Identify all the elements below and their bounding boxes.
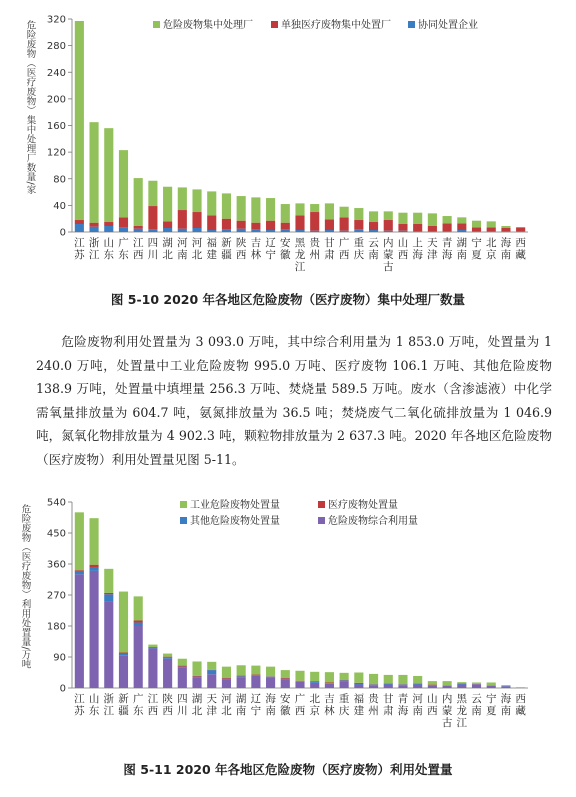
bar-segment [266, 221, 275, 230]
x-tick-label: 江西 [132, 237, 144, 261]
bar-segment [104, 128, 113, 222]
bar-segment [192, 189, 201, 212]
bar-segment [222, 667, 231, 678]
x-tick-label: 青海 [397, 693, 409, 717]
bar-segment [251, 229, 260, 232]
bar-segment [281, 679, 290, 680]
bar-segment [295, 681, 304, 682]
bar-segment [457, 682, 466, 683]
bar-segment [413, 685, 422, 688]
bar-segment [310, 672, 319, 681]
bar-segment [134, 178, 143, 226]
x-tick-label: 山东 [103, 237, 115, 261]
bar-segment [384, 685, 393, 688]
bar-segment [75, 224, 84, 232]
x-tick-label: 山西 [427, 693, 438, 717]
y-tick-label: 0 [59, 683, 66, 695]
x-tick-label: 江西 [147, 693, 159, 717]
bar-segment [501, 226, 510, 228]
x-tick-label: 云南 [368, 237, 379, 261]
x-tick-label: 福建 [353, 693, 365, 717]
bar-segment [384, 675, 393, 684]
bar-segment [281, 223, 290, 230]
bar-segment [413, 676, 422, 684]
x-tick-label: 山西 [397, 237, 409, 261]
bar-segment [354, 685, 363, 688]
bar-segment [207, 215, 216, 230]
x-tick-label: 湖北 [162, 237, 173, 261]
y-tick-label: 200 [46, 94, 66, 106]
x-tick-label: 湖南 [456, 237, 468, 261]
bar-segment [340, 231, 349, 232]
bar-segment [398, 213, 407, 224]
bar-segment [325, 682, 334, 683]
bar-segment [281, 679, 290, 688]
bar-segment [340, 673, 349, 680]
bar-segment [398, 231, 407, 232]
bar-segment [354, 684, 363, 685]
bar-segment [398, 685, 407, 686]
bar-segment [163, 659, 172, 688]
bar-segment [266, 667, 275, 677]
x-tick-label: 安徽 [280, 693, 291, 717]
bar-segment [266, 678, 275, 688]
bar-segment [457, 685, 466, 688]
x-tick-label: 内蒙古 [441, 693, 453, 729]
bar-segment [75, 570, 84, 571]
bar-segment [119, 592, 128, 653]
bar-segment [251, 223, 260, 230]
bar-segment [428, 226, 437, 231]
bar-segment [192, 228, 201, 232]
bar-segment [134, 620, 143, 622]
x-tick-label: 湖北 [191, 693, 203, 717]
bar-segment [237, 676, 246, 677]
x-tick-label: 重庆 [338, 693, 350, 717]
bar-segment [472, 682, 481, 683]
bar-segment [251, 197, 260, 222]
bar-segment [237, 665, 246, 675]
bar-segment [443, 231, 452, 232]
bar-segment [369, 230, 378, 232]
legend-label: 工业危险废物处置量 [190, 500, 280, 511]
x-tick-label: 河北 [191, 237, 203, 261]
x-tick-label: 广西 [338, 237, 350, 261]
legend-swatch [271, 21, 278, 28]
bar-segment [472, 221, 481, 228]
bar-segment [178, 210, 187, 229]
bar-segment [90, 122, 99, 223]
bar-segment [134, 229, 143, 232]
legend-swatch [408, 21, 415, 28]
x-tick-label: 宁夏 [471, 237, 482, 261]
x-tick-label: 江苏 [74, 693, 85, 717]
bar-segment [340, 207, 349, 218]
x-tick-label: 江苏 [74, 237, 85, 261]
bar-segment [413, 224, 422, 231]
bar-segment [310, 231, 319, 232]
x-tick-label: 广东 [132, 693, 144, 717]
bar-segment [119, 653, 128, 654]
bar-segment [237, 229, 246, 232]
bar-segment [119, 150, 128, 217]
bar-segment [90, 567, 99, 570]
bar-segment [340, 680, 349, 681]
bar-segment [134, 226, 143, 229]
y-axis-label: 危险废物（医疗废物）利用处置量/万吨 [19, 504, 31, 669]
bar-segment [178, 667, 187, 688]
bar-segment [104, 593, 113, 594]
chart-5-11 [0, 490, 576, 760]
bar-segment [251, 666, 260, 675]
bar-segment [398, 685, 407, 688]
bar-segment [369, 685, 378, 686]
bar-segment [487, 227, 496, 231]
legend-label: 医疗废物处置量 [328, 500, 398, 511]
bar-segment [325, 203, 334, 219]
x-tick-label: 辽宁 [250, 693, 262, 717]
paragraph-text: 危险废物利用处置量为 3 093.0 万吨，其中综合利用量为 1 853.0 万吨，处置量为 1 240.0 万吨，处置量中工业危险废物 995.0 万吨、医疗废物 106.1 万吨、其他危险废物 138.9 万吨，处置量中填埋量 256.3 万吨、焚烧量 589.5 万吨。废水（含渗滤液）中化学需氧量排放量为 604.7 吨，氨氮排放量为 36.5 吨；焚烧废气二氧化硫排放量为 1 046.9 吨，氮氧化物排放量为 4 902.3 吨，颗粒物排放量为 2 637.3 吨。2020 年各地区危险废物（医疗废物）利用处置量见图 5-11。 [36, 334, 552, 467]
bar-segment [148, 648, 157, 649]
bar-segment [295, 682, 304, 688]
legend-label: 危险废物综合利用量 [328, 516, 418, 527]
bar-segment [163, 657, 172, 658]
bar-segment [90, 223, 99, 227]
bar-segment [443, 681, 452, 685]
bar-segment [487, 231, 496, 232]
x-tick-label: 辽宁 [265, 237, 276, 261]
bar-segment [119, 655, 128, 688]
bar-segment [266, 198, 275, 221]
x-tick-label: 福建 [206, 237, 217, 261]
bar-segment [340, 217, 349, 230]
bar-segment [516, 231, 525, 232]
x-tick-label: 湖南 [235, 693, 247, 717]
x-tick-label: 海南 [500, 237, 512, 261]
bar-segment [472, 685, 481, 688]
bar-segment [237, 196, 246, 221]
x-tick-label: 云南 [471, 693, 482, 717]
bar-segment [354, 208, 363, 220]
bar-segment [207, 662, 216, 670]
bar-segment [148, 229, 157, 232]
y-tick-label: 160 [46, 121, 66, 132]
y-tick-label: 320 [46, 14, 66, 26]
y-tick-label: 270 [46, 590, 66, 602]
bar-segment [207, 674, 216, 688]
bar-segment [398, 675, 407, 684]
bar-segment [354, 229, 363, 232]
bar-segment [104, 602, 113, 688]
bar-segment [325, 219, 334, 230]
legend-label: 危险废物集中处理厂 [163, 20, 253, 31]
bar-segment [251, 675, 260, 676]
x-tick-label: 新疆 [118, 693, 129, 717]
bar-segment [222, 678, 231, 679]
x-tick-label: 海南 [500, 693, 512, 717]
bar-segment [310, 681, 319, 682]
bar-segment [75, 574, 84, 688]
bar-segment [281, 670, 290, 678]
y-tick-label: 180 [46, 621, 66, 633]
bar-segment [222, 679, 231, 688]
bar-segment [163, 187, 172, 222]
x-tick-label: 河南 [177, 237, 188, 261]
y-tick-label: 280 [46, 41, 66, 53]
x-tick-label: 四川 [177, 693, 188, 717]
bar-segment [148, 648, 157, 688]
y-tick-label: 90 [53, 652, 66, 664]
bar-segment [148, 206, 157, 229]
bar-segment [354, 673, 363, 683]
bar-segment [207, 191, 216, 215]
x-tick-label: 天津 [427, 237, 438, 261]
bar-segment [237, 676, 246, 677]
bar-segment [75, 220, 84, 224]
x-tick-label: 重庆 [353, 237, 365, 261]
bar-segment [104, 594, 113, 602]
bar-segment [398, 224, 407, 231]
x-tick-label: 四川 [147, 237, 159, 261]
bar-segment [487, 686, 496, 688]
bar-segment [163, 658, 172, 659]
bar-segment [207, 230, 216, 232]
x-tick-label: 浙江 [88, 237, 100, 261]
x-tick-label: 北京 [309, 693, 320, 717]
x-tick-label: 广东 [118, 237, 129, 261]
x-tick-label: 贵州 [368, 693, 379, 717]
bar-segment [90, 565, 99, 568]
bar-segment [310, 204, 319, 212]
x-tick-label: 新疆 [221, 237, 232, 261]
bar-segment [501, 686, 510, 688]
bar-segment [295, 230, 304, 232]
x-tick-label: 青海 [441, 237, 453, 261]
bar-segment [295, 203, 304, 215]
bar-segment [281, 204, 290, 223]
bar-segment [178, 666, 187, 667]
bar-segment [148, 647, 157, 648]
x-tick-label: 吉林 [250, 237, 262, 261]
bar-segment [119, 227, 128, 232]
y-axis-label: 危险废物（医疗废物）集中处理厂数量/家 [24, 20, 36, 195]
bar-segment [369, 222, 378, 230]
bar-segment [75, 512, 84, 570]
bar-segment [354, 220, 363, 229]
x-tick-label: 上海 [412, 237, 423, 261]
y-tick-label: 540 [46, 497, 66, 509]
bar-segment [192, 677, 201, 678]
legend-swatch [180, 501, 187, 508]
bar-segment [325, 683, 334, 684]
figure-5-11 [0, 490, 576, 729]
bar-segment [325, 684, 334, 688]
bar-segment [369, 674, 378, 684]
figure-5-10 [0, 0, 576, 290]
bar-segment [119, 654, 128, 656]
bar-segment [443, 686, 452, 688]
bar-segment [192, 212, 201, 228]
chart-5-10 [0, 0, 576, 290]
bar-segment [237, 221, 246, 229]
bar-segment [457, 684, 466, 685]
bar-segment [251, 676, 260, 688]
x-tick-label: 宁夏 [485, 693, 497, 717]
bar-segment [457, 230, 466, 232]
x-tick-label: 天津 [206, 693, 217, 717]
y-tick-label: 0 [59, 227, 66, 239]
bar-segment [443, 223, 452, 231]
bar-segment [222, 193, 231, 218]
bar-segment [178, 229, 187, 232]
bar-segment [222, 219, 231, 230]
bar-segment [384, 220, 393, 231]
figure-5-10-caption: 图 5-10 2020 年各地区危险废物（医疗废物）集中处理厂数量 [110, 292, 466, 307]
legend-swatch [318, 501, 325, 508]
x-tick-label: 内蒙古 [383, 237, 394, 273]
bar-segment [90, 227, 99, 232]
bar-segment [413, 684, 422, 685]
bar-segment [487, 221, 496, 227]
bar-segment [222, 679, 231, 680]
bar-segment [310, 683, 319, 688]
bar-segment [119, 217, 128, 227]
bar-segment [413, 213, 422, 224]
bar-segment [90, 518, 99, 565]
bar-segment [457, 223, 466, 230]
bar-segment [163, 221, 172, 228]
figure-5-11-caption: 图 5-11 2020 年各地区危险废物（医疗废物）利用处置量 [123, 762, 453, 777]
bar-segment [222, 229, 231, 232]
y-tick-label: 240 [46, 67, 66, 79]
legend-label: 单独医疗废物集中处置厂 [281, 20, 391, 31]
x-tick-label: 吉林 [324, 693, 335, 717]
bar-segment [354, 683, 363, 684]
bar-segment [384, 211, 393, 220]
body-paragraph [36, 330, 552, 471]
bar-segment [104, 226, 113, 232]
x-tick-label: 山东 [88, 693, 100, 717]
x-tick-label: 黑龙江 [294, 237, 306, 273]
bar-segment [325, 672, 334, 682]
bar-segment [178, 667, 187, 668]
bar-segment [428, 681, 437, 684]
y-tick-label: 80 [53, 174, 66, 186]
bar-segment [295, 671, 304, 681]
bar-segment [192, 661, 201, 675]
y-tick-label: 120 [46, 147, 66, 159]
bar-segment [516, 227, 525, 231]
bar-segment [148, 645, 157, 647]
bar-segment [325, 230, 334, 232]
bar-segment [178, 659, 187, 666]
x-tick-label: 浙江 [103, 693, 115, 717]
bar-segment [369, 685, 378, 688]
bar-segment [281, 229, 290, 232]
bar-segment [340, 681, 349, 688]
legend-swatch [153, 21, 160, 28]
x-tick-label: 海南 [265, 693, 276, 717]
bar-segment [266, 677, 275, 678]
bar-segment [75, 572, 84, 575]
legend-swatch [180, 517, 187, 524]
bar-segment [413, 231, 422, 232]
bar-segment [134, 596, 143, 620]
bar-segment [310, 212, 319, 231]
bar-segment [384, 684, 393, 685]
x-tick-label: 甘肃 [383, 693, 394, 717]
bar-segment [443, 216, 452, 223]
bar-segment [163, 654, 172, 657]
bar-segment [428, 231, 437, 232]
x-tick-label: 河北 [221, 693, 232, 717]
bar-segment [281, 678, 290, 679]
x-tick-label: 广西 [294, 693, 306, 717]
bar-segment [472, 231, 481, 232]
x-tick-label: 陕西 [235, 237, 247, 261]
y-tick-label: 450 [46, 528, 66, 540]
bar-segment [487, 682, 496, 685]
bar-segment [295, 215, 304, 230]
bar-segment [457, 217, 466, 223]
bar-segment [192, 678, 201, 688]
bar-segment [472, 227, 481, 231]
legend-label: 其他危险废物处置量 [190, 516, 280, 527]
bar-segment [90, 571, 99, 688]
bar-segment [251, 675, 260, 676]
y-tick-label: 360 [46, 559, 66, 571]
x-tick-label: 西藏 [515, 237, 526, 261]
bar-segment [163, 228, 172, 232]
bar-segment [266, 230, 275, 232]
bar-segment [237, 678, 246, 688]
bar-segment [207, 670, 216, 674]
bar-segment [178, 187, 187, 210]
bar-segment [428, 685, 437, 688]
y-tick-label: 40 [53, 200, 66, 212]
bar-segment [384, 231, 393, 232]
legend-label: 协同处置企业 [418, 20, 478, 31]
bar-segment [104, 222, 113, 226]
x-tick-label: 河南 [412, 693, 423, 717]
legend-swatch [318, 517, 325, 524]
bar-segment [75, 21, 84, 220]
x-tick-label: 西藏 [515, 693, 526, 717]
x-tick-label: 黑龙江 [456, 693, 468, 729]
bar-segment [501, 228, 510, 231]
bar-segment [134, 623, 143, 626]
x-tick-label: 陕西 [162, 693, 173, 717]
bar-segment [192, 676, 201, 677]
x-tick-label: 北京 [485, 237, 497, 261]
bar-segment [104, 569, 113, 593]
x-tick-label: 安徽 [280, 237, 291, 261]
bar-segment [134, 626, 143, 688]
x-tick-label: 贵州 [309, 237, 320, 261]
x-tick-label: 甘肃 [324, 237, 335, 261]
bar-segment [148, 181, 157, 206]
bar-segment [369, 211, 378, 222]
bar-segment [501, 231, 510, 232]
bar-segment [428, 213, 437, 226]
